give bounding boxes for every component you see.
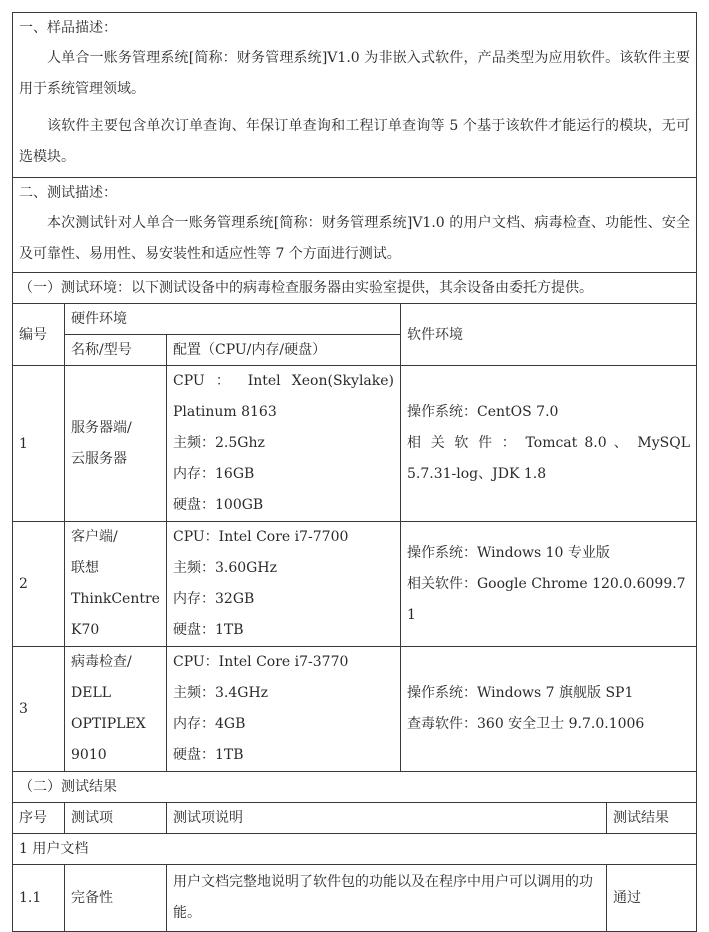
env-row-name: [65, 366, 167, 522]
env-config-line: CPU：Intel Core i7-3770: [173, 654, 349, 670]
env-row: [13, 366, 697, 522]
test-desc-paragraph: 本次测试针对人单合一账务管理系统[简称：财务管理系统]V1.0 的用户文档、病毒检查、功能性、安全及可靠性、易用性、易安装性和适应性等 7 个方面进行测试。: [19, 215, 691, 262]
env-config-line: 内存：4GB: [173, 716, 246, 732]
env-config-line: CPU：Intel Core i7-7700: [173, 529, 349, 545]
env-config-line: 内存：32GB: [173, 591, 255, 607]
env-row-software: [401, 522, 697, 647]
env-software-line: 相 关 软 件 ： Tomcat 8.0 、 MySQL: [407, 435, 691, 451]
env-config-line: 硬盘：1TB: [173, 622, 244, 638]
env-software-line: 操作系统：CentOS 7.0: [407, 404, 559, 420]
env-row: [13, 647, 697, 772]
env-row-no: 2: [13, 522, 65, 647]
env-software-line: 操作系统：Windows 7 旗舰版 SP1: [407, 685, 634, 701]
env-row-config: [167, 647, 401, 772]
env-name-line: 云服务器: [71, 450, 127, 467]
env-row-no: 3: [13, 647, 65, 772]
env-col-hardware: 硬件环境: [65, 304, 401, 335]
env-row-config: [167, 522, 401, 647]
env-col-config: 配置（CPU/内存/硬盘）: [167, 335, 401, 366]
test-desc-heading: 二、测试描述：: [19, 185, 117, 201]
env-software-line: 查毒软件：360 安全卫士 9.7.0.1006: [407, 716, 645, 732]
env-row: [13, 522, 697, 647]
results-row-desc: 用户文档完整地说明了软件包的功能以及在程序中用户可以调用的功能。: [167, 865, 607, 932]
results-row-result: 通过: [607, 865, 697, 932]
results-row-seq: 1.1: [13, 865, 65, 932]
sample-heading: 一、样品描述：: [19, 20, 117, 36]
env-config-line: Platinum 8163: [173, 404, 277, 420]
results-col-item: 测试项: [65, 803, 167, 834]
env-config-line: 硬盘：1TB: [173, 747, 244, 763]
results-group-user-docs: 1 用户文档: [13, 834, 697, 865]
env-name-line: K70: [71, 622, 100, 638]
env-name-line: DELL: [71, 685, 112, 701]
env-config-line: 内存：16GB: [173, 466, 255, 482]
env-name-line: 客户端/: [71, 529, 118, 545]
report-page: [12, 12, 696, 932]
env-software-line: 相关软件：Google Chrome 120.0.6099.71: [407, 575, 686, 623]
results-row: [13, 865, 697, 932]
env-col-name: 名称/型号: [65, 335, 167, 366]
env-name-line: OPTIPLEX: [71, 716, 146, 732]
env-heading: （一）测试环境：以下测试设备中的病毒检查服务器由实验室提供，其余设备由委托方提供。: [13, 273, 697, 304]
sample-paragraph-1: 人单合一账务管理系统[简称：财务管理系统]V1.0 为非嵌入式软件，产品类型为应用软件。该软件主要用于系统管理领域。: [19, 50, 691, 97]
env-name-line: 病毒检查/: [71, 654, 132, 670]
env-software-line: 5.7.31-log、JDK 1.8: [407, 466, 547, 482]
env-name-line: 联想: [71, 560, 99, 576]
env-name-line: ThinkCentre: [71, 591, 160, 607]
env-col-no: 编号: [13, 304, 65, 366]
results-col-desc: 测试项说明: [167, 803, 607, 834]
env-row-software: [401, 647, 697, 772]
results-row-item: 完备性: [65, 865, 167, 932]
results-heading: （二）测试结果: [13, 772, 697, 803]
env-row-config: [167, 366, 401, 522]
sample-paragraph-2: 该软件主要包含单次订单查询、年保订单查询和工程订单查询等 5 个基于该软件才能运行的模块，无可选模块。: [19, 118, 691, 165]
env-config-line: 主频：3.60GHz: [173, 560, 277, 576]
env-col-software: 软件环境: [401, 304, 697, 366]
env-name-line: 9010: [71, 747, 107, 763]
report-table: [12, 12, 697, 932]
env-config-line: 硬盘：100GB: [173, 497, 264, 513]
env-config-line: CPU ： Intel Xeon(Skylake): [173, 373, 394, 389]
results-col-seq: 序号: [13, 803, 65, 834]
env-row-name: [65, 647, 167, 772]
env-software-line: 操作系统：Windows 10 专业版: [407, 544, 610, 561]
test-desc-section: [13, 178, 697, 273]
env-row-name: [65, 522, 167, 647]
env-config-line: 主频：3.4GHz: [173, 685, 269, 701]
results-col-result: 测试结果: [607, 803, 697, 834]
env-name-line: 服务器端/: [71, 419, 132, 436]
env-row-no: 1: [13, 366, 65, 522]
sample-section: [13, 13, 697, 178]
env-row-software: [401, 366, 697, 522]
env-config-line: 主频：2.5Ghz: [173, 435, 265, 451]
